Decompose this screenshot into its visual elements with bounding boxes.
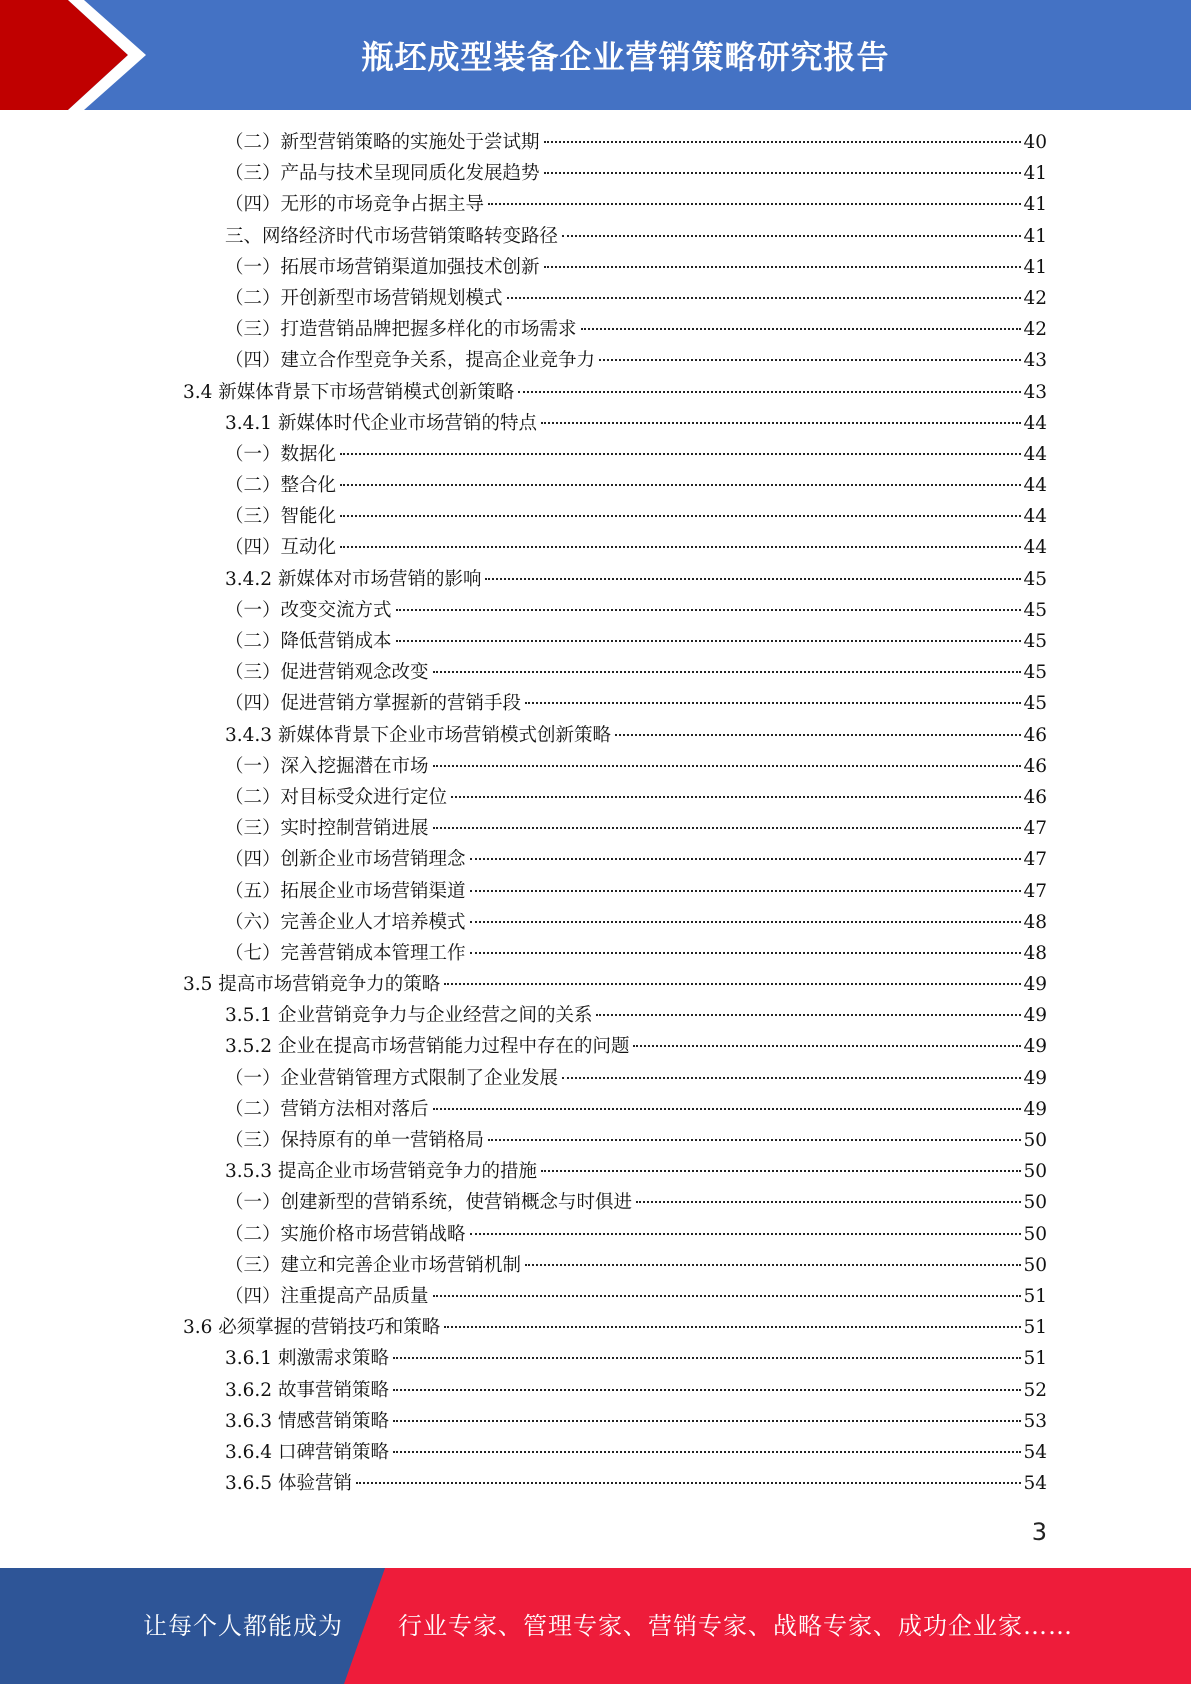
- toc-entry-page: 49: [1023, 974, 1047, 996]
- toc-entry-label: 3.4.2 新媒体对市场营销的影响: [225, 568, 482, 590]
- toc-entry[interactable]: [0, 1094, 1191, 1125]
- toc-entry-page: 43: [1023, 350, 1047, 372]
- toc-entry[interactable]: [0, 1375, 1191, 1406]
- toc-entry-page: 47: [1023, 818, 1047, 840]
- toc-entry-page: 45: [1023, 662, 1047, 684]
- toc-dot-leader: [433, 1295, 1022, 1297]
- toc-entry-label: （二）整合化: [225, 475, 337, 497]
- toc-entry[interactable]: [0, 657, 1191, 688]
- toc-dot-leader: [581, 328, 1022, 330]
- toc-entry[interactable]: [0, 283, 1191, 314]
- toc-dot-leader: [541, 1170, 1021, 1172]
- toc-dot-leader: [340, 453, 1021, 455]
- toc-entry-page: 41: [1023, 256, 1047, 278]
- toc-entry-page: 45: [1023, 693, 1047, 715]
- toc-dot-leader: [596, 1014, 1021, 1016]
- toc-dot-leader: [525, 702, 1021, 704]
- toc-entry-page: 54: [1023, 1473, 1047, 1495]
- toc-entry-page: 46: [1023, 786, 1047, 808]
- toc-entry-page: 44: [1023, 537, 1047, 559]
- toc-entry[interactable]: [0, 127, 1191, 158]
- toc-entry-label: （四）建立合作型竞争关系，提高企业竞争力: [225, 350, 596, 372]
- toc-entry[interactable]: [0, 938, 1191, 969]
- toc-entry[interactable]: [0, 1281, 1191, 1312]
- toc-entry-page: 41: [1023, 194, 1047, 216]
- toc-entry-page: 49: [1023, 1005, 1047, 1027]
- toc-entry[interactable]: [0, 532, 1191, 563]
- toc-entry-page: 45: [1023, 631, 1047, 652]
- toc-entry-page: 41: [1023, 163, 1047, 185]
- toc-entry-page: 50: [1023, 1161, 1047, 1183]
- toc-entry[interactable]: [0, 1312, 1191, 1343]
- toc-entry-page: 52: [1023, 1379, 1047, 1401]
- toc-dot-leader: [488, 1139, 1021, 1141]
- toc-entry-page: 42: [1023, 319, 1047, 341]
- toc-entry-page: 44: [1023, 412, 1047, 434]
- toc-dot-leader: [340, 484, 1021, 486]
- toc-dot-leader: [433, 671, 1022, 673]
- toc-entry-label: 3.4.3 新媒体背景下企业市场营销模式创新策略: [225, 724, 611, 746]
- toc-entry-page: 44: [1023, 475, 1047, 497]
- toc-entry-page: 50: [1023, 1192, 1047, 1214]
- toc-entry[interactable]: [0, 439, 1191, 470]
- toc-entry-label: （一）拓展市场营销渠道加强技术创新: [225, 256, 540, 278]
- toc-entry[interactable]: [0, 1250, 1191, 1281]
- toc-dot-leader: [599, 359, 1021, 361]
- toc-entry-page: 50: [1023, 1223, 1047, 1245]
- toc-dot-leader: [340, 515, 1021, 517]
- toc-entry[interactable]: [0, 907, 1191, 938]
- toc-entry-page: 42: [1023, 287, 1047, 309]
- toc-entry-label: （三）建立和完善企业市场营销机制: [225, 1254, 522, 1276]
- toc-dot-leader: [470, 858, 1022, 860]
- toc-entry-page: 46: [1023, 724, 1047, 746]
- toc-entry-page: 46: [1023, 755, 1047, 777]
- toc-entry-page: 45: [1023, 568, 1047, 590]
- toc-entry-page: 40: [1023, 132, 1047, 153]
- toc-entry[interactable]: [0, 595, 1191, 626]
- toc-dot-leader: [393, 1357, 1021, 1359]
- toc-entry[interactable]: [0, 969, 1191, 1000]
- toc-entry[interactable]: [0, 1468, 1191, 1499]
- toc-entry-label: 3.6.5 体验营销: [225, 1473, 352, 1495]
- toc-dot-leader: [507, 297, 1022, 299]
- toc-entry-label: 3.6.2 故事营销策略: [225, 1379, 389, 1401]
- toc-entry-page: 49: [1023, 1098, 1047, 1120]
- toc-entry-page: 53: [1023, 1410, 1047, 1432]
- toc-dot-leader: [433, 1108, 1022, 1110]
- toc-dot-leader: [470, 952, 1022, 954]
- toc-entry-page: 41: [1023, 225, 1047, 247]
- toc-entry-page: 47: [1023, 849, 1047, 871]
- toc-entry-label: （三）保持原有的单一营销格局: [225, 1130, 485, 1151]
- toc-entry[interactable]: [0, 470, 1191, 501]
- toc-entry[interactable]: [0, 501, 1191, 532]
- toc-entry-label: （二）降低营销成本: [225, 631, 392, 652]
- toc-dot-leader: [444, 1326, 1021, 1328]
- toc-entry-label: （四）无形的市场竞争占据主导: [225, 194, 485, 216]
- toc-entry[interactable]: [0, 314, 1191, 345]
- toc-entry[interactable]: [0, 813, 1191, 844]
- toc-entry-page: 51: [1023, 1285, 1047, 1307]
- toc-entry[interactable]: [0, 1156, 1191, 1187]
- toc-entry[interactable]: [0, 221, 1191, 252]
- toc-entry-label: （四）互动化: [225, 537, 337, 559]
- toc-entry-label: 三、网络经济时代市场营销策略转变路径: [225, 225, 559, 247]
- toc-entry-label: 3.5.2 企业在提高市场营销能力过程中存在的问题: [225, 1036, 630, 1058]
- toc-entry-label: （三）实时控制营销进展: [225, 818, 429, 840]
- toc-entry-label: （二）营销方法相对落后: [225, 1098, 429, 1120]
- page-header: [0, 0, 1191, 110]
- report-title: 瓶坯成型装备企业营销策略研究报告: [361, 38, 890, 76]
- toc-entry-label: （四）创新企业市场营销理念: [225, 849, 466, 871]
- toc-entry-page: 49: [1023, 1036, 1047, 1058]
- toc-entry-label: （二）对目标受众进行定位: [225, 786, 448, 808]
- toc-entry[interactable]: [0, 720, 1191, 751]
- toc-entry[interactable]: [0, 1343, 1191, 1374]
- table-of-contents: [0, 127, 1191, 1499]
- toc-entry-label: （三）产品与技术呈现同质化发展趋势: [225, 163, 540, 185]
- toc-entry-label: （三）打造营销品牌把握多样化的市场需求: [225, 319, 577, 341]
- toc-entry-page: 48: [1023, 942, 1047, 964]
- toc-dot-leader: [470, 921, 1022, 923]
- toc-entry-page: 51: [1023, 1348, 1047, 1370]
- toc-entry-page: 54: [1023, 1441, 1047, 1463]
- toc-dot-leader: [633, 1045, 1021, 1047]
- toc-entry-page: 43: [1023, 381, 1047, 403]
- toc-entry-page: 48: [1023, 911, 1047, 933]
- toc-entry-label: （一）数据化: [225, 443, 337, 465]
- toc-entry-label: （四）促进营销方掌握新的营销手段: [225, 693, 522, 715]
- toc-dot-leader: [396, 609, 1022, 611]
- toc-entry-label: （一）改变交流方式: [225, 599, 392, 621]
- toc-entry[interactable]: [0, 252, 1191, 283]
- toc-dot-leader: [488, 203, 1021, 205]
- toc-entry[interactable]: [0, 408, 1191, 439]
- toc-entry-label: （四）注重提高产品质量: [225, 1285, 429, 1307]
- footer-slogan-left: 让每个人都能成为: [143, 1612, 343, 1640]
- toc-dot-leader: [562, 235, 1021, 237]
- toc-entry-label: （三）促进营销观念改变: [225, 662, 429, 684]
- toc-dot-leader: [396, 640, 1022, 642]
- toc-entry-label: （六）完善企业人才培养模式: [225, 911, 466, 933]
- toc-entry-label: （二）开创新型市场营销规划模式: [225, 287, 503, 309]
- toc-entry-page: 49: [1023, 1067, 1047, 1089]
- toc-dot-leader: [356, 1482, 1022, 1484]
- toc-entry[interactable]: [0, 189, 1191, 220]
- toc-entry[interactable]: [0, 1031, 1191, 1062]
- toc-entry-label: （五）拓展企业市场营销渠道: [225, 880, 466, 902]
- toc-entry[interactable]: [0, 564, 1191, 595]
- toc-entry-page: 50: [1023, 1254, 1047, 1276]
- toc-entry-page: 44: [1023, 443, 1047, 465]
- toc-dot-leader: [340, 546, 1021, 548]
- toc-entry[interactable]: [0, 844, 1191, 875]
- toc-entry-label: （三）智能化: [225, 506, 337, 528]
- toc-dot-leader: [544, 172, 1022, 174]
- toc-entry-label: 3.5 提高市场营销竞争力的策略: [183, 974, 441, 996]
- toc-dot-leader: [544, 266, 1022, 268]
- toc-entry[interactable]: [0, 1437, 1191, 1468]
- toc-dot-leader: [518, 391, 1021, 393]
- toc-entry-label: （一）创建新型的营销系统，使营销概念与时俱进: [225, 1192, 633, 1214]
- toc-entry-label: 3.4 新媒体背景下市场营销模式创新策略: [183, 381, 515, 403]
- toc-entry[interactable]: [0, 1000, 1191, 1031]
- toc-entry[interactable]: [0, 158, 1191, 189]
- toc-dot-leader: [544, 141, 1022, 143]
- toc-entry-label: （一）深入挖掘潜在市场: [225, 755, 429, 777]
- toc-entry[interactable]: [0, 751, 1191, 782]
- toc-dot-leader: [451, 796, 1021, 798]
- toc-dot-leader: [562, 1077, 1021, 1079]
- toc-entry[interactable]: [0, 1406, 1191, 1437]
- toc-entry-label: （七）完善营销成本管理工作: [225, 942, 466, 964]
- toc-entry-page: 50: [1023, 1130, 1047, 1151]
- page-number: 3: [1031, 1518, 1047, 1546]
- toc-dot-leader: [433, 827, 1022, 829]
- toc-dot-leader: [636, 1201, 1021, 1203]
- toc-dot-leader: [470, 890, 1022, 892]
- toc-entry-page: 45: [1023, 599, 1047, 621]
- toc-dot-leader: [393, 1389, 1021, 1391]
- toc-entry-page: 44: [1023, 506, 1047, 528]
- toc-entry[interactable]: [0, 688, 1191, 719]
- page-footer: [0, 1568, 1191, 1684]
- toc-entry-label: （一）企业营销管理方式限制了企业发展: [225, 1067, 559, 1089]
- toc-entry-label: （二）实施价格市场营销战略: [225, 1223, 466, 1245]
- toc-dot-leader: [444, 983, 1021, 985]
- toc-entry-page: 51: [1023, 1317, 1047, 1339]
- toc-entry-page: 47: [1023, 880, 1047, 902]
- toc-entry-label: （二）新型营销策略的实施处于尝试期: [225, 132, 540, 153]
- toc-entry[interactable]: [0, 1187, 1191, 1218]
- toc-dot-leader: [615, 734, 1021, 736]
- toc-entry-label: 3.6 必须掌握的营销技巧和策略: [183, 1317, 441, 1339]
- toc-dot-leader: [393, 1420, 1021, 1422]
- toc-dot-leader: [470, 1233, 1022, 1235]
- toc-dot-leader: [393, 1451, 1021, 1453]
- toc-dot-leader: [541, 422, 1021, 424]
- toc-entry-label: 3.5.1 企业营销竞争力与企业经营之间的关系: [225, 1005, 593, 1027]
- toc-entry-label: 3.6.4 口碑营销策略: [225, 1441, 389, 1463]
- toc-entry-label: 3.6.3 情感营销策略: [225, 1410, 389, 1432]
- toc-entry[interactable]: [0, 377, 1191, 408]
- toc-entry[interactable]: [0, 1063, 1191, 1094]
- footer-slogan-right: 行业专家、管理专家、营销专家、战略专家、成功企业家……: [398, 1612, 1073, 1640]
- toc-dot-leader: [433, 765, 1022, 767]
- toc-entry[interactable]: [0, 1219, 1191, 1250]
- toc-entry-label: 3.4.1 新媒体时代企业市场营销的特点: [225, 412, 537, 434]
- toc-dot-leader: [485, 578, 1021, 580]
- toc-dot-leader: [525, 1264, 1021, 1266]
- toc-entry[interactable]: [0, 1125, 1191, 1156]
- toc-entry-label: 3.5.3 提高企业市场营销竞争力的措施: [225, 1161, 537, 1183]
- toc-entry-label: 3.6.1 刺激需求策略: [225, 1348, 389, 1370]
- toc-entry[interactable]: [0, 782, 1191, 813]
- toc-entry[interactable]: [0, 345, 1191, 376]
- toc-entry[interactable]: [0, 876, 1191, 907]
- toc-entry[interactable]: [0, 626, 1191, 657]
